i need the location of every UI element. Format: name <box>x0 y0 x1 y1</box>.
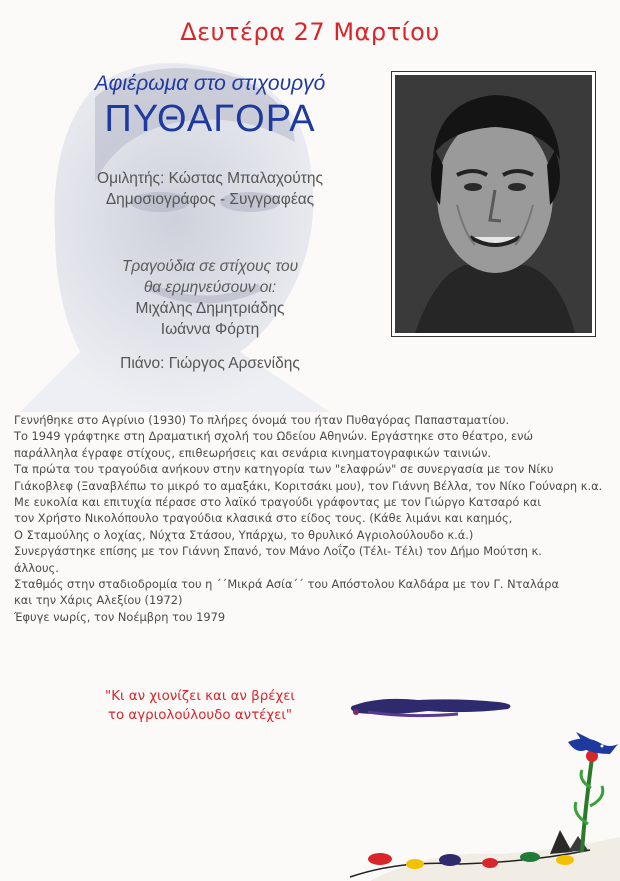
piano-credit: Πιάνο: Γιώργος Αρσενίδης <box>120 355 300 372</box>
speaker-block <box>30 168 390 210</box>
song-quote <box>70 687 330 725</box>
bio-line: τον Χρήστο Νικολόπουλο τραγούδια κλασικά στο είδος τους. (Κάθε λιμάνι και καημός, <box>14 511 513 526</box>
songs-intro-line2: θα ερμηνεύσουν οι: <box>143 279 277 296</box>
ink-brush-stroke-decoration <box>348 694 518 720</box>
tribute-name: ΠΥΘΑΓΟΡΑ <box>104 98 316 140</box>
songs-block <box>30 256 390 340</box>
event-date-title: Δευτέρα 27 Μαρτίου <box>180 18 440 46</box>
bio-line: παράλληλα έγραφε στίχους, επιθεωρήσεις και σενάρια κινηματογραφικών ταινιών. <box>14 445 492 460</box>
tribute-subtitle: Αφιέρωμα στο στιχουργό <box>94 72 326 95</box>
bio-line: Έφυγε νωρίς, τον Νοέμβρη του 1979 <box>14 609 226 624</box>
quote-line: το αγριολούλουδο αντέχει" <box>107 708 293 723</box>
singer-name: Μιχάλης Δημητριάδης <box>135 300 285 317</box>
bio-line: άλλους. <box>14 560 59 575</box>
bio-line: Σταθμός στην σταδιοδρομία του η ΄΄Μικρά Ασία΄΄ του Απόστολου Καλδάρα με τον Γ. Νταλάρα <box>14 577 559 592</box>
bio-line: Το 1949 γράφτηκε στη Δραματική σχολή του Ωδείου Αθηνών. Εργάστηκε στο θέατρο, ενώ <box>14 429 534 444</box>
bio-line: και την Χάρις Αλεξίου (1972) <box>14 593 183 608</box>
speaker-name: Ομιλητής: Κώστας Μπαλαχούτης <box>97 170 323 187</box>
bio-line: Γεννήθηκε στο Αγρίνιο (1930) Το πλήρες όνομά του ήταν Πυθαγόρας Παπασταματίου. <box>14 413 510 427</box>
flower-bird-illustration <box>340 732 620 881</box>
portrait-photo-image <box>395 75 592 333</box>
quote-line: "Κι αν χιονίζει και αν βρέχει <box>105 689 295 704</box>
bio-line: Τα πρώτα του τραγούδια ανήκουν στην κατηγορία των "ελαφρών" σε συνεργασία με τον Νίκυ <box>14 462 554 477</box>
bio-line: Γιάκοβλεφ (Ξαναβλέπω το μικρό το αμαξάκι, Κοριτσάκι μου), τον Γιάννη Βέλλα, τον Νίκο Γούναρη κ.α. <box>14 478 603 493</box>
biography-text <box>14 412 610 625</box>
singer-name: Ιωάννα Φόρτη <box>160 321 260 338</box>
bio-line: Με ευκολία και επιτυχία πέρασε στο λαϊκό τραγούδι γράφοντας με τον Γιώργο Κατσαρό και <box>14 495 542 510</box>
songs-intro-line1: Τραγούδια σε στίχους του <box>121 258 299 275</box>
speaker-role: Δημοσιογράφος - Συγγραφέας <box>105 191 315 208</box>
bio-line: Ο Σταμούλης ο λοχίας, Νύχτα Στάσου, Υπάρχω, το θρυλικό Αγριολούλουδο κ.ά.) <box>14 527 474 542</box>
bio-line: Συνεργάστηκε επίσης με τον Γιάννη Σπανό, τον Μάνο Λοΐζο (Τέλι- Τέλι) τον Δήμο Μούτση κ. <box>14 544 542 559</box>
portrait-photo <box>391 71 596 337</box>
